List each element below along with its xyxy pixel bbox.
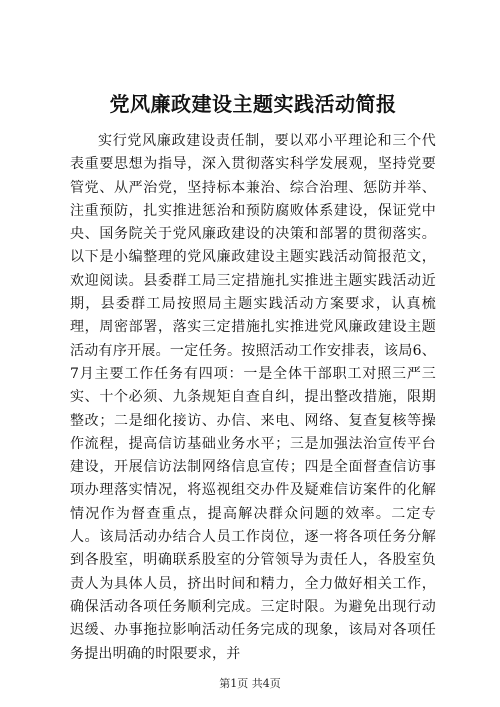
document-title: 党风廉政建设主题实践活动简报 xyxy=(109,92,397,116)
page-number-footer: 第1页 共4页 xyxy=(219,677,281,690)
document-body: 实行党风廉政建设责任制，要以邓小平理论和三个代表重要思想为指导，深入贯彻落实科学发展观，坚持党要管党、从严治党，坚持标本兼治、综合治理、惩防并举、注重预防，扎实推进惩治和预防腐败体系建设，保证党中央、国务院关于党风廉政建设的决策和部署的贯彻落实。以下是小编整理的党风廉政建设主题实践活动简报范文，欢迎阅读。县委群工局三定措施扎实推进主题实践活动近期，县委群工局按照局主题实践活动方案要求，认真梳理，周密部署，落实三定措施扎实推进党风廉政建设主题活动有序开展。一定任务。按照活动工作安排表，该局6、7月主要工作任务有四项：一是全体干部职工对照三严三实、十个必须、九条规矩自查自纠，提出整改措施，限期整改；二是细化接访、办信、来电、网络、复查复核等操作流程，提高信访基础业务水平；三是加强法治宣传平台建设，开展信访法制网络信息宣传；四是全面督查信访事项办理落实情况，将巡视组交办件及疑难信访案件的化解情况作为督查重点，提高解决群众问题的效率。二定专人。该局活动办结合人员工作岗位，逐一将各项任务分解到各股室，明确联系股室的分管领导为责任人，各股室负责人为具体人员，挤出时间和精力，全力做好相关工作，确保活动各项任务顺利完成。三定时限。为避免出现行动迟缓、办事拖拉影响活动任务完成的现象，该局对各项任务提出明确的时限要求，并 xyxy=(70,133,436,662)
